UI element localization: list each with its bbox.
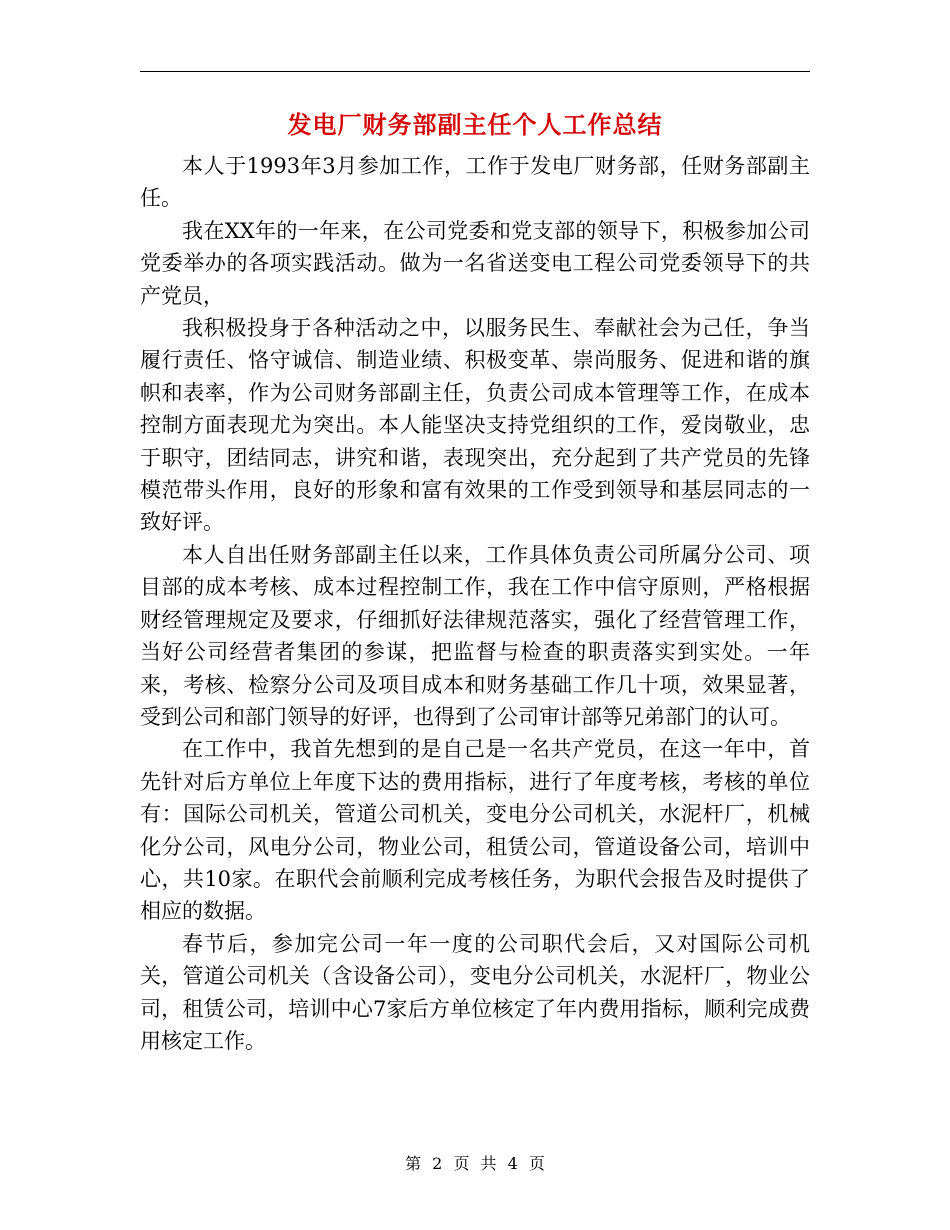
paragraph-2: 我在XX年的一年来，在公司党委和党支部的领导下，积极参加公司党委举办的各项实践活动。做为一名省送变电工程公司党委领导下的共产党员， — [140, 218, 810, 308]
document-body — [140, 150, 810, 1057]
page-number: 第 2 页 共 4 页 — [405, 1154, 545, 1173]
paragraph-6: 春节后，参加完公司一年一度的公司职代会后，又对国际公司机关，管道公司机关（含设备公司），变电分公司机关，水泥杆厂，物业公司，租赁公司，培训中心7家后方单位核定了年内费用指标，顺利完成费用核定工作。 — [140, 931, 810, 1053]
header-rule — [140, 71, 810, 72]
paragraph-3: 我积极投身于各种活动之中，以服务民生、奉献社会为己任，争当履行责任、恪守诚信、制造业绩、积极变革、崇尚服务、促进和谐的旗帜和表率，作为公司财务部副主任，负责公司成本管理等工作，在成本控制方面表现尤为突出。本人能坚决支持党组织的工作，爱岗敬业，忠于职守，团结同志，讲究和谐，表现突出，充分起到了共产党员的先锋模范带头作用，良好的形象和富有效果的工作受到领导和基层同志的一致好评。 — [140, 316, 810, 535]
paragraph-5: 在工作中，我首先想到的是自己是一名共产党员，在这一年中，首先针对后方单位上年度下达的费用指标，进行了年度考核，考核的单位有：国际公司机关，管道公司机关，变电分公司机关，水泥杆厂，机械化分公司，风电分公司，物业公司，租赁公司，管道设备公司，培训中心，共10家。在职代会前顺利完成考核任务，为职代会报告及时提供了相应的数据。 — [140, 737, 810, 924]
document-title: 发电厂财务部副主任个人工作总结 — [287, 110, 663, 139]
paragraph-4: 本人自出任财务部副主任以来，工作具体负责公司所属分公司、项目部的成本考核、成本过程控制工作，我在工作中信守原则，严格根据财经管理规定及要求，仔细抓好法律规范落实，强化了经营管理工作，当好公司经营者集团的参谋，把监督与检查的职责落实到实处。一年来，考核、检察分公司及项目成本和财务基础工作几十项，效果显著，受到公司和部门领导的好评，也得到了公司审计部等兄弟部门的认可。 — [140, 542, 810, 729]
paragraph-1: 本人于1993年3月参加工作，工作于发电厂财务部，任财务部副主任。 — [140, 154, 810, 211]
